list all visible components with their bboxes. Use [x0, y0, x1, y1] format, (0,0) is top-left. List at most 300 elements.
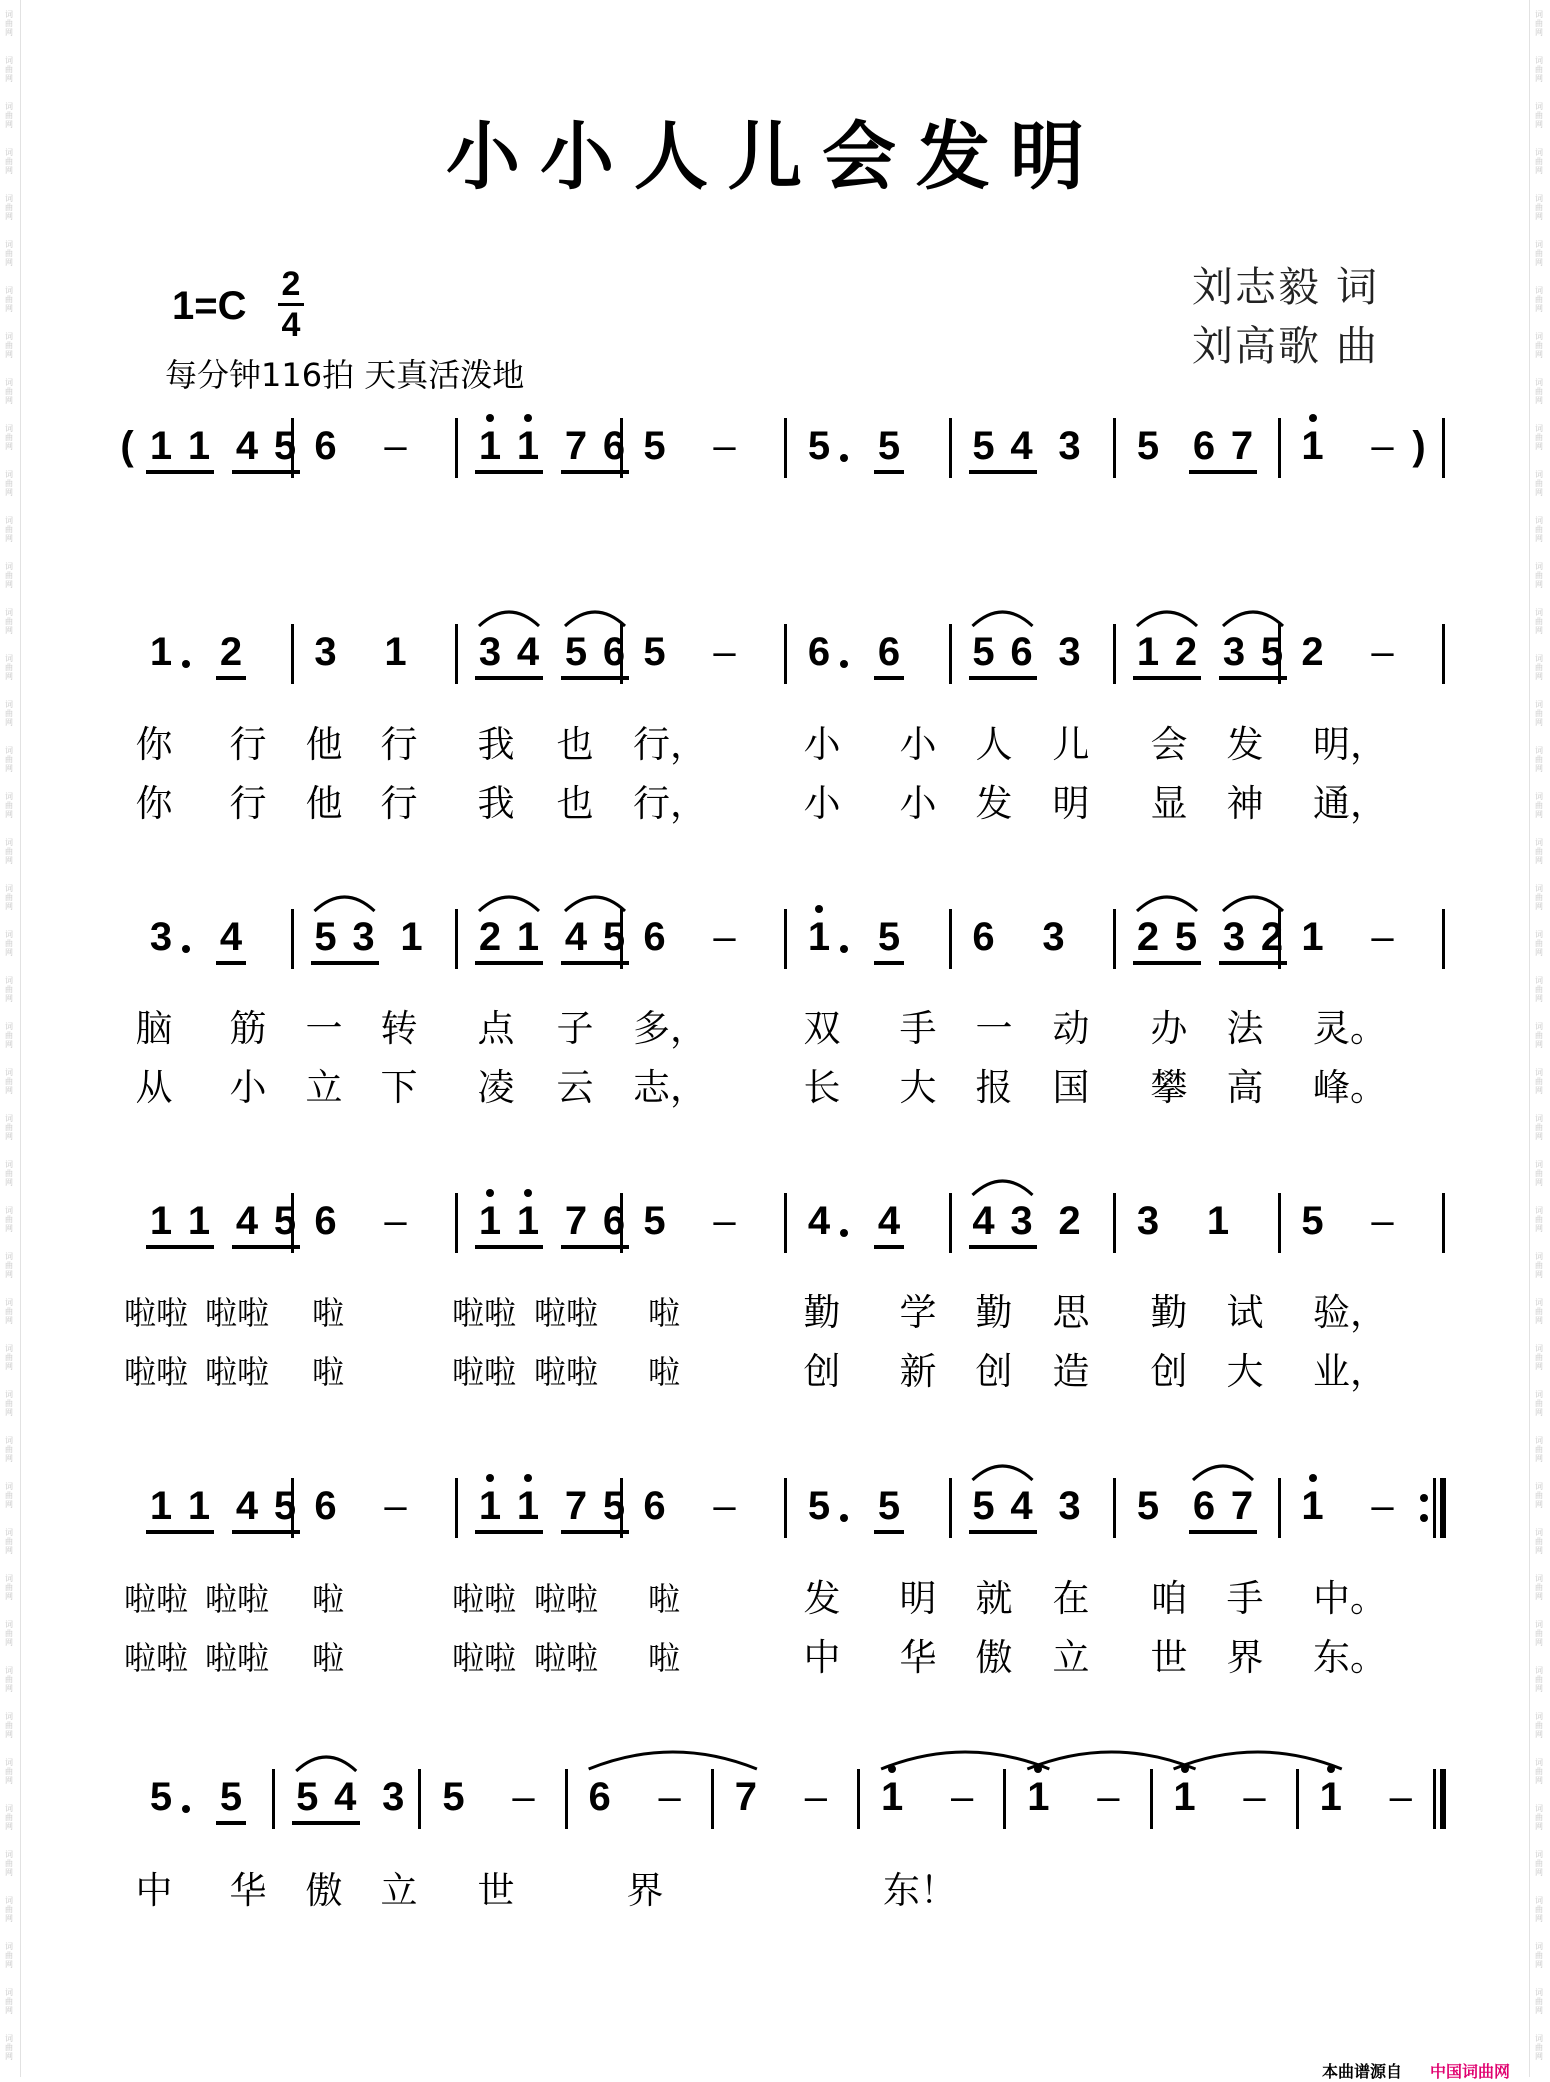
note: 3: [1222, 915, 1246, 959]
watermark-text: 词曲网: [1535, 1896, 1543, 1923]
watermark-text: 词曲网: [5, 1574, 13, 1601]
lyric-syllable: 多，: [633, 1007, 707, 1050]
watermark-text: 词曲网: [1535, 286, 1543, 313]
note: 1: [516, 1199, 540, 1243]
lyric-syllable: 中: [135, 1869, 173, 1912]
key-signature-text: 1=C: [172, 284, 247, 328]
watermark-text: 词曲网: [5, 1436, 13, 1463]
watermark-text: 词曲网: [1535, 1528, 1543, 1555]
lyric-syllable: 灵。: [1313, 1007, 1387, 1050]
note: 3: [1136, 1199, 1160, 1243]
slur: [296, 1757, 356, 1771]
note: 6: [314, 1484, 337, 1528]
note: 1: [478, 1484, 502, 1528]
watermark-text: 词曲网: [1535, 1114, 1543, 1141]
lyric-syllable: 办: [1150, 1007, 1188, 1050]
note: 2: [1058, 1199, 1081, 1243]
lyric-syllable: 啦啦: [534, 1353, 599, 1391]
note: 2: [1260, 915, 1284, 959]
lyric-syllable: 啦啦: [534, 1580, 599, 1618]
lyric-syllable: 小: [899, 723, 937, 766]
slur: [479, 612, 539, 626]
note: 1: [1027, 1775, 1050, 1819]
sustain-dash: –: [384, 1199, 407, 1243]
note: 2: [1174, 630, 1198, 674]
note: 1: [149, 1199, 173, 1243]
note: 3: [478, 630, 502, 674]
note: 4: [235, 1199, 259, 1243]
watermark-text: 词曲网: [5, 1758, 13, 1785]
note: 3: [1058, 630, 1081, 674]
note: 5: [273, 1199, 297, 1243]
note: 2: [478, 915, 502, 959]
sustain-dash: –: [950, 1775, 974, 1819]
sustain-dash: –: [384, 424, 407, 468]
note: 6: [643, 1484, 666, 1528]
lyric-syllable: 会: [1150, 723, 1188, 766]
note: 1: [1206, 1199, 1230, 1243]
watermark-text: 词曲网: [1535, 1804, 1543, 1831]
watermark-text: 词曲网: [5, 516, 13, 543]
note: 5: [219, 1775, 243, 1819]
footer-site-link[interactable]: 中国词曲网: [1430, 2062, 1511, 2081]
watermark-text: 词曲网: [5, 1160, 13, 1187]
lyric-syllable: 啦: [648, 1639, 681, 1677]
watermark-text: 词曲网: [5, 1252, 13, 1279]
note: 4: [1010, 1484, 1033, 1528]
lyric-syllable: 啦啦: [534, 1294, 599, 1332]
watermark-text: 词曲网: [5, 654, 13, 681]
note: 4: [235, 424, 259, 468]
note: 3: [1010, 1199, 1033, 1243]
sustain-dash: –: [1371, 424, 1394, 468]
watermark-text: 词曲网: [1535, 838, 1543, 865]
note: 1: [1301, 424, 1324, 468]
lyric-syllable: 行，: [633, 723, 707, 766]
sustain-dash: –: [1389, 1775, 1412, 1819]
lyricist-credit: 刘志毅 词: [1192, 263, 1380, 311]
sustain-dash: –: [1371, 915, 1394, 959]
watermark-text: 词曲网: [1535, 516, 1543, 543]
note: 3: [382, 1775, 405, 1819]
lyric-syllable: 儿: [1052, 723, 1090, 766]
lyric-syllable: 报: [975, 1066, 1013, 1109]
note: 4: [1010, 424, 1033, 468]
note: 1: [149, 630, 173, 674]
lyric-syllable: 手: [1226, 1577, 1264, 1620]
slur: [1137, 897, 1197, 911]
note: 3: [1042, 915, 1065, 959]
lyric-syllable: 小: [899, 782, 937, 825]
watermark-text: 词曲网: [5, 1528, 13, 1555]
sustain-dash: –: [1371, 1484, 1394, 1528]
lyric-syllable: 立: [305, 1066, 343, 1109]
watermark-text: 词曲网: [1535, 1344, 1543, 1371]
lyric-syllable: 华: [229, 1869, 267, 1912]
lyric-syllable: 双: [803, 1007, 841, 1050]
note: 1: [1301, 1484, 1324, 1528]
watermark-text: 词曲网: [5, 1620, 13, 1647]
lyric-syllable: 造: [1052, 1350, 1090, 1393]
lyric-syllable: 下: [380, 1066, 418, 1109]
watermark-text: 词曲网: [1535, 1068, 1543, 1095]
watermark-text: 词曲网: [1535, 700, 1543, 727]
watermark-text: 词曲网: [5, 1896, 13, 1923]
note: 1: [1319, 1775, 1342, 1819]
lyric-syllable: 子: [556, 1007, 594, 1050]
note: 3: [352, 915, 375, 959]
lyric-syllable: 发: [975, 782, 1013, 825]
lyric-syllable: 思: [1052, 1291, 1090, 1334]
note: 5: [877, 1484, 901, 1528]
watermark-text: 词曲网: [5, 1988, 13, 2015]
watermark-text: 词曲网: [5, 1068, 13, 1095]
lyric-syllable: 啦啦: [452, 1639, 517, 1677]
note: 5: [643, 630, 666, 674]
note: 4: [877, 1199, 901, 1243]
note: 2: [1301, 630, 1324, 674]
lyric-syllable: 就: [975, 1577, 1013, 1620]
watermark-text: 词曲网: [1535, 1850, 1543, 1877]
watermark-text: 词曲网: [1535, 1160, 1543, 1187]
slur: [1223, 897, 1283, 911]
note: 6: [807, 630, 831, 674]
lyric-syllable: 也: [556, 782, 594, 825]
note: 5: [149, 1775, 173, 1819]
lyric-syllable: 傲: [305, 1869, 343, 1912]
lyric-syllable: 动: [1052, 1007, 1090, 1050]
watermark-text: 词曲网: [1535, 194, 1543, 221]
lyric-syllable: 啦啦: [205, 1294, 270, 1332]
lyric-syllable: 新: [899, 1350, 937, 1393]
note: 5: [643, 1199, 666, 1243]
watermark-text: 词曲网: [1535, 148, 1543, 175]
note: 6: [1192, 1484, 1216, 1528]
lyric-syllable: 手: [899, 1007, 937, 1050]
lyric-syllable: 凌: [477, 1066, 515, 1109]
tempo-marking: 每分钟116拍 天真活泼地: [165, 356, 525, 394]
slur: [973, 1181, 1033, 1195]
note: 5: [1136, 424, 1160, 468]
lyric-syllable: 他: [305, 782, 343, 825]
note: 6: [1192, 424, 1216, 468]
note: 1: [516, 424, 540, 468]
lyric-syllable: 验，: [1313, 1291, 1387, 1334]
note: 6: [602, 630, 626, 674]
footer-source-label: 本曲谱源自: [1322, 2062, 1403, 2081]
note: 5: [972, 630, 995, 674]
watermark-text: 词曲网: [5, 102, 13, 129]
lyric-syllable: 神: [1226, 782, 1264, 825]
time-signature-bottom: 4: [281, 306, 301, 344]
lyric-syllable: 创: [803, 1350, 841, 1393]
note: 1: [1136, 630, 1160, 674]
paren-open: (: [120, 424, 134, 468]
lyric-syllable: 啦啦: [534, 1639, 599, 1677]
note: 1: [478, 1199, 502, 1243]
lyric-syllable: 界: [626, 1869, 664, 1912]
lyric-syllable: 云: [556, 1066, 594, 1109]
note: 7: [564, 1199, 588, 1243]
lyric-syllable: 明，: [1313, 723, 1387, 766]
watermark-text: 词曲网: [5, 838, 13, 865]
lyric-syllable: 啦: [648, 1294, 681, 1332]
lyric-syllable: 啦啦: [124, 1580, 189, 1618]
note: 5: [807, 424, 831, 468]
watermark-text: 词曲网: [5, 700, 13, 727]
watermark-text: 词曲网: [5, 1712, 13, 1739]
lyric-syllable: 通，: [1313, 782, 1387, 825]
lyric-syllable: 大: [1226, 1350, 1264, 1393]
lyric-syllable: 啦啦: [124, 1294, 189, 1332]
note: 3: [1058, 424, 1081, 468]
note: 4: [219, 915, 243, 959]
lyric-syllable: 行: [229, 782, 267, 825]
note: 5: [972, 424, 995, 468]
watermark-text: 词曲网: [1535, 1758, 1543, 1785]
lyric-syllable: 啦啦: [205, 1580, 270, 1618]
lyric-syllable: 试: [1226, 1291, 1264, 1334]
watermark-text: 词曲网: [5, 1850, 13, 1877]
watermark-text: 词曲网: [1535, 1620, 1543, 1647]
note: 5: [602, 915, 626, 959]
watermark-text: 词曲网: [1535, 1206, 1543, 1233]
lyric-syllable: 东！: [883, 1869, 957, 1912]
lyric-syllable: 行: [380, 782, 418, 825]
tie: [1027, 1752, 1195, 1769]
watermark-text: 词曲网: [5, 1390, 13, 1417]
watermark-text: 词曲网: [5, 1942, 13, 1969]
watermark-text: 词曲网: [1535, 2034, 1543, 2061]
note: 1: [149, 424, 173, 468]
lyric-syllable: 啦: [312, 1639, 345, 1677]
sustain-dash: –: [1243, 1775, 1266, 1819]
lyric-syllable: 脑: [135, 1007, 173, 1050]
watermark-text: 词曲网: [1535, 56, 1543, 83]
tie: [589, 1752, 757, 1769]
lyric-syllable: 中: [803, 1636, 841, 1679]
note: 7: [1230, 424, 1254, 468]
watermark-text: 词曲网: [5, 884, 13, 911]
note: 7: [1230, 1484, 1254, 1528]
lyric-syllable: 勤: [803, 1291, 841, 1334]
watermark-text: 词曲网: [1535, 1712, 1543, 1739]
watermark-text: 词曲网: [5, 562, 13, 589]
lyric-syllable: 长: [803, 1066, 841, 1109]
watermark-text: 词曲网: [1535, 240, 1543, 267]
note: 5: [1260, 630, 1284, 674]
watermark-text: 词曲网: [1535, 1436, 1543, 1463]
note: 5: [442, 1775, 465, 1819]
watermark-text: 词曲网: [1535, 1574, 1543, 1601]
sustain-dash: –: [713, 630, 736, 674]
lyric-syllable: 行，: [633, 782, 707, 825]
note: 1: [516, 1484, 540, 1528]
watermark-text: 词曲网: [5, 976, 13, 1003]
lyric-syllable: 学: [899, 1291, 937, 1334]
watermark-text: 词曲网: [5, 470, 13, 497]
lyric-syllable: 在: [1052, 1577, 1090, 1620]
sustain-dash: –: [1371, 630, 1394, 674]
watermark-text: 词曲网: [1535, 1390, 1543, 1417]
lyric-syllable: 啦啦: [205, 1353, 270, 1391]
watermark-text: 词曲网: [5, 1344, 13, 1371]
lyric-syllable: 啦啦: [452, 1353, 517, 1391]
lyric-syllable: 发: [1226, 723, 1264, 766]
note: 5: [877, 424, 901, 468]
lyric-syllable: 世: [477, 1869, 515, 1912]
note: 5: [877, 915, 901, 959]
lyric-syllable: 人: [975, 723, 1013, 766]
lyric-syllable: 啦: [648, 1353, 681, 1391]
watermark-text: 词曲网: [5, 194, 13, 221]
note: 1: [1301, 915, 1324, 959]
note: 1: [478, 424, 502, 468]
lyric-syllable: 立: [1052, 1636, 1090, 1679]
lyric-syllable: 明: [1052, 782, 1090, 825]
note: 1: [1173, 1775, 1196, 1819]
note: 5: [1136, 1484, 1160, 1528]
note: 5: [972, 1484, 995, 1528]
tie: [1174, 1752, 1342, 1769]
watermark-text: 词曲网: [1535, 1942, 1543, 1969]
watermark-text: 词曲网: [5, 56, 13, 83]
watermark-text: 词曲网: [1535, 608, 1543, 635]
lyric-syllable: 啦: [648, 1580, 681, 1618]
lyric-syllable: 小: [229, 1066, 267, 1109]
slur: [315, 897, 375, 911]
note: 3: [1058, 1484, 1081, 1528]
lyric-syllable: 攀: [1150, 1066, 1188, 1109]
watermark-text: 词曲网: [5, 1804, 13, 1831]
watermark-text: 词曲网: [5, 332, 13, 359]
watermark-text: 词曲网: [5, 746, 13, 773]
lyric-syllable: 创: [1150, 1350, 1188, 1393]
lyric-syllable: 立: [380, 1869, 418, 1912]
sustain-dash: –: [1097, 1775, 1120, 1819]
note: 5: [296, 1775, 319, 1819]
watermark-text: 词曲网: [5, 1206, 13, 1233]
lyric-syllable: 啦啦: [452, 1294, 517, 1332]
sustain-dash: –: [384, 1484, 407, 1528]
lyric-syllable: 你: [135, 723, 173, 766]
note: 6: [602, 1199, 626, 1243]
lyric-syllable: 明: [899, 1577, 937, 1620]
note: 7: [734, 1775, 757, 1819]
lyric-syllable: 中。: [1313, 1577, 1387, 1620]
watermark-text: 词曲网: [5, 1666, 13, 1693]
lyric-syllable: 啦啦: [124, 1639, 189, 1677]
watermark-text: 词曲网: [1535, 1988, 1543, 2015]
lyric-syllable: 业，: [1313, 1350, 1387, 1393]
note: 1: [187, 424, 211, 468]
note: 6: [972, 915, 995, 959]
lyric-syllable: 华: [899, 1636, 937, 1679]
note: 3: [1222, 630, 1246, 674]
lyric-syllable: 志，: [633, 1066, 707, 1109]
watermark-text: 词曲网: [5, 2034, 13, 2061]
slur: [479, 897, 539, 911]
lyric-syllable: 从: [135, 1066, 173, 1109]
slur: [973, 1466, 1033, 1480]
lyric-syllable: 东。: [1313, 1636, 1387, 1679]
lyric-syllable: 他: [305, 723, 343, 766]
watermark-text: 词曲网: [5, 1022, 13, 1049]
note: 1: [149, 1484, 173, 1528]
lyric-syllable: 啦: [312, 1353, 345, 1391]
lyric-syllable: 显: [1150, 782, 1188, 825]
note: 2: [1136, 915, 1160, 959]
note: 2: [219, 630, 243, 674]
watermark-text: 词曲网: [5, 240, 13, 267]
watermark-text: 词曲网: [5, 10, 13, 37]
watermark-text: 词曲网: [1535, 1666, 1543, 1693]
watermark-text: 词曲网: [1535, 10, 1543, 37]
note: 6: [1010, 630, 1033, 674]
slur: [1193, 1466, 1253, 1480]
sustain-dash: –: [658, 1775, 681, 1819]
note: 4: [807, 1199, 831, 1243]
note: 5: [1301, 1199, 1324, 1243]
note: 6: [602, 424, 626, 468]
watermark-text: 词曲网: [1535, 562, 1543, 589]
lyric-syllable: 大: [899, 1066, 937, 1109]
lyric-syllable: 高: [1226, 1066, 1264, 1109]
watermark-text: 词曲网: [5, 1298, 13, 1325]
sustain-dash: –: [804, 1775, 827, 1819]
watermark-text: 词曲网: [5, 424, 13, 451]
note: 5: [564, 630, 588, 674]
watermark-text: 词曲网: [1535, 792, 1543, 819]
watermark-text: 词曲网: [5, 378, 13, 405]
note: 1: [187, 1199, 211, 1243]
note: 5: [643, 424, 666, 468]
lyric-syllable: 法: [1226, 1007, 1264, 1050]
slur: [973, 612, 1033, 626]
song-title: 小小人儿会发明: [446, 114, 1104, 200]
note: 5: [807, 1484, 831, 1528]
note: 7: [564, 424, 588, 468]
watermark-text: 词曲网: [1535, 884, 1543, 911]
lyric-syllable: 行: [380, 723, 418, 766]
sustain-dash: –: [713, 1199, 736, 1243]
watermark-text: 词曲网: [1535, 378, 1543, 405]
lyric-syllable: 啦啦: [452, 1580, 517, 1618]
sustain-dash: –: [713, 1484, 736, 1528]
watermark-text: 词曲网: [5, 608, 13, 635]
note: 4: [334, 1775, 357, 1819]
lyric-syllable: 我: [477, 782, 515, 825]
watermark-text: 词曲网: [1535, 930, 1543, 957]
note: 5: [273, 1484, 297, 1528]
lyric-syllable: 勤: [975, 1291, 1013, 1334]
note: 5: [314, 915, 337, 959]
note: 3: [149, 915, 173, 959]
lyric-syllable: 界: [1226, 1636, 1264, 1679]
time-signature-top: 2: [281, 265, 301, 303]
note: 1: [187, 1484, 211, 1528]
watermark-text: 词曲网: [5, 286, 13, 313]
watermark-text: 词曲网: [1535, 654, 1543, 681]
lyric-syllable: 你: [135, 782, 173, 825]
watermark-text: 词曲网: [5, 930, 13, 957]
paren-close: ): [1412, 424, 1426, 468]
slur: [565, 897, 625, 911]
watermark-text: 词曲网: [5, 148, 13, 175]
lyric-syllable: 啦啦: [124, 1353, 189, 1391]
note: 1: [400, 915, 423, 959]
lyric-syllable: 行: [229, 723, 267, 766]
